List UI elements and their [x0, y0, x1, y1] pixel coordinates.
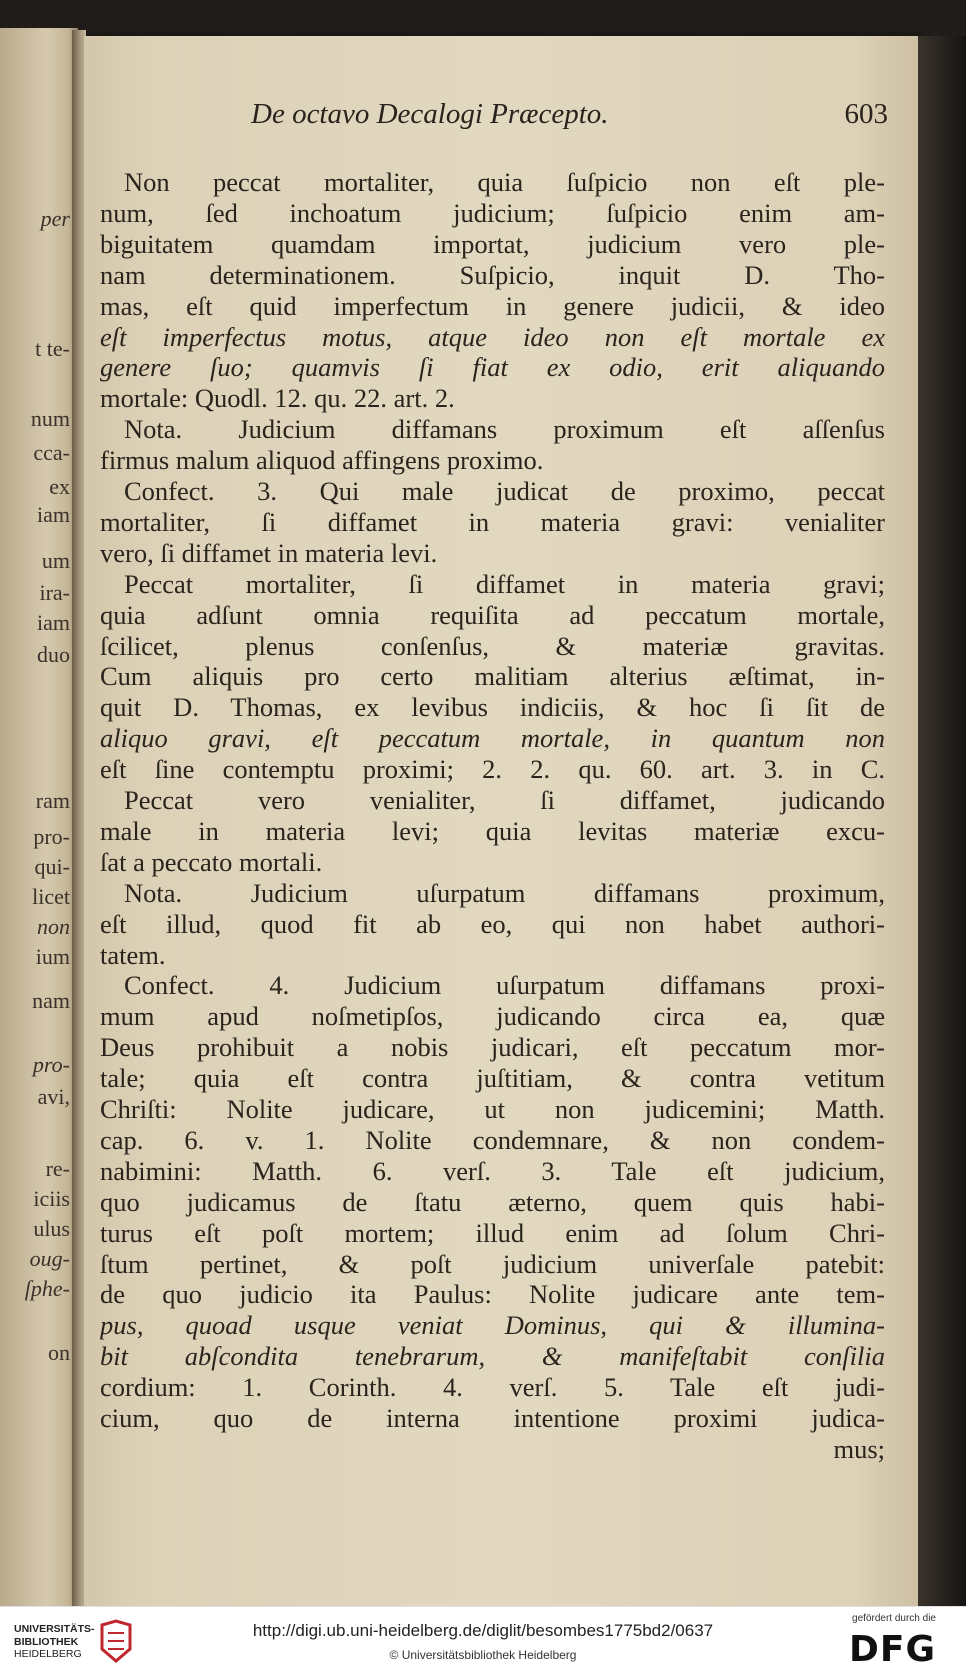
- text-line: Deus prohibuit a nobis judicari, eſt peccatum mor-: [100, 1032, 885, 1063]
- text-line: biguitatem quamdam importat, judicium vero ple-: [100, 228, 885, 259]
- left-page-fragment: pro-: [33, 824, 70, 849]
- text-line: Chriſti: Nolite judicare, ut non judicemini; Matth.: [100, 1094, 885, 1124]
- text-line: male in materia levi; quia levitas materiæ excu-: [100, 815, 885, 846]
- left-page-fragment: iam: [37, 610, 70, 635]
- left-page-fragment: avi,: [37, 1084, 70, 1109]
- left-page-fragment: ium: [35, 944, 70, 969]
- left-page-fragment: oug-: [29, 1246, 70, 1271]
- text-line: Peccat mortaliter, ſi diffamet in materia gravi;: [124, 568, 885, 599]
- left-page-fragment: iam: [37, 502, 70, 527]
- text-line: tatem.: [100, 939, 166, 970]
- text-line: cap. 6. v. 1. Nolite condemnare, & non condem-: [100, 1124, 885, 1155]
- text-line: turus eſt poſt mortem; illud enim ad ſolum Chri-: [100, 1217, 885, 1248]
- text-line: Non peccat mortaliter, quia ſuſpicio non eſt ple-: [124, 167, 885, 197]
- right-scan-edge: [918, 36, 966, 1606]
- left-page-fragment: cca-: [33, 440, 70, 465]
- text-line: tale; quia eſt contra juſtitiam, & contra vetitum: [100, 1063, 885, 1094]
- text-line: firmus malum aliquod affingens proximo.: [100, 445, 544, 476]
- left-page-fragment: um: [41, 548, 70, 573]
- text-line: pus, quoad usque veniat Dominus, qui & illumina-: [100, 1310, 885, 1341]
- left-page-fragment: nam: [32, 988, 70, 1013]
- text-line: vero, ſi diffamet in materia levi.: [100, 537, 438, 568]
- text-line: ſcilicet, plenus conſenſus, & materiæ gravitas.: [100, 630, 885, 661]
- permalink-url[interactable]: http://digi.ub.uni-heidelberg.de/diglit/besombes1775bd2/0637: [252, 1621, 714, 1640]
- left-page-fragment: on: [48, 1340, 70, 1365]
- text-line: mum apud noſmetipſos, judicando circa ea, quæ: [100, 1001, 885, 1032]
- page-number: 603: [844, 98, 888, 130]
- left-page-fragment: non: [37, 914, 70, 939]
- text-line: quia adſunt omnia requiſita ad peccatum mortale,: [100, 599, 885, 630]
- text-line: Nota. Judicium uſurpatum diffamans proximum,: [124, 877, 885, 908]
- text-line: mus;: [833, 1433, 885, 1464]
- text-line: eſt imperfectus motus, atque ideo non eſt mortale ex: [100, 321, 885, 352]
- text-line: num, ſed inchoatum judicium; ſuſpicio enim am-: [100, 197, 885, 228]
- text-line: eſt ſine contemptu proximi; 2. 2. qu. 60. art. 3. in C.: [100, 754, 885, 785]
- copyright-notice: © Universitätsbibliothek Heidelberg: [389, 1648, 577, 1662]
- left-page-fragment: ſphe-: [24, 1276, 70, 1301]
- running-head-title: De octavo Decalogi Præcepto.: [251, 98, 609, 130]
- text-line: mortale: Quodl. 12. qu. 22. art. 2.: [100, 383, 455, 414]
- text-line: quit D. Thomas, ex levibus indiciis, & hoc ſi ſit de: [100, 692, 885, 723]
- text-line: eſt illud, quod fit ab eo, qui non habet authori-: [100, 908, 885, 939]
- left-page-fragment: pro-: [32, 1052, 70, 1077]
- text-line: Confect. 3. Qui male judicat de proximo, peccat: [124, 476, 885, 506]
- left-page-fragment: ulus: [33, 1216, 70, 1241]
- library-name-line2: BIBLIOTHEK: [14, 1635, 79, 1648]
- text-line: ſtum pertinet, & poſt judicium univerſale patebit:: [100, 1248, 885, 1279]
- left-page-fragment: per: [40, 206, 70, 231]
- left-page-fragment: re-: [45, 1156, 70, 1181]
- text-line: quo judicamus de ſtatu æterno, quem quis habi-: [100, 1186, 885, 1217]
- text-line: aliquo gravi, eſt peccatum mortale, in quantum non: [100, 723, 885, 754]
- left-page-fragment: qui-: [34, 854, 70, 879]
- left-page-fragment: duo: [37, 642, 70, 667]
- library-city: HEIDELBERG: [14, 1648, 82, 1660]
- text-line: genere ſuo; quamvis ſi fiat ex odio, erit aliquando: [100, 352, 885, 383]
- funder-caption: gefördert durch die: [852, 1613, 936, 1624]
- running-head: [84, 98, 920, 138]
- text-line: ſat a peccato mortali.: [100, 846, 323, 877]
- text-line: nam determinationem. Suſpicio, inquit D. Tho-: [100, 259, 885, 290]
- left-page-fragment: iciis: [33, 1186, 70, 1211]
- dfg-logo[interactable]: DFG: [848, 1629, 936, 1670]
- text-line: nabimini: Matth. 6. verſ. 3. Tale eſt judicium,: [100, 1155, 885, 1186]
- text-line: bit abſcondita tenebrarum, & manifeſtabit conſilia: [100, 1341, 885, 1372]
- right-page: [84, 36, 920, 1606]
- left-page-fragment: ex: [49, 474, 70, 499]
- left-page-edge: [0, 28, 78, 1606]
- text-line: Peccat vero venialiter, ſi diffamet, judicando: [124, 785, 885, 815]
- text-line: mas, eſt quid imperfectum in genere judicii, & ideo: [100, 290, 885, 321]
- left-page-fragment: ram: [35, 788, 70, 813]
- text-line: cordium: 1. Corinth. 4. verſ. 5. Tale eſt judi-: [100, 1372, 885, 1403]
- left-page-fragment: num: [30, 406, 70, 431]
- text-line: de quo judicio ita Paulus: Nolite judicare ante tem-: [100, 1279, 885, 1310]
- left-page-fragment: t te-: [35, 336, 70, 361]
- text-line: Cum aliquis pro certo malitiam alterius æſtimat, in-: [100, 661, 885, 692]
- text-line: Confect. 4. Judicium uſurpatum diffamans proxi-: [124, 970, 885, 1001]
- text-line: Nota. Judicium diffamans proximum eſt aſſenſus: [124, 414, 885, 445]
- left-page-fragment: licet: [32, 884, 70, 909]
- library-name-line1: UNIVERSITÄTS-: [14, 1623, 95, 1635]
- viewer-footer: [0, 1606, 966, 1676]
- text-line: mortaliter, ſi diffamet in materia gravi: venialiter: [100, 506, 885, 537]
- text-line: cium, quo de interna intentione proximi judica-: [100, 1403, 885, 1433]
- left-page-fragment: ira-: [39, 580, 70, 605]
